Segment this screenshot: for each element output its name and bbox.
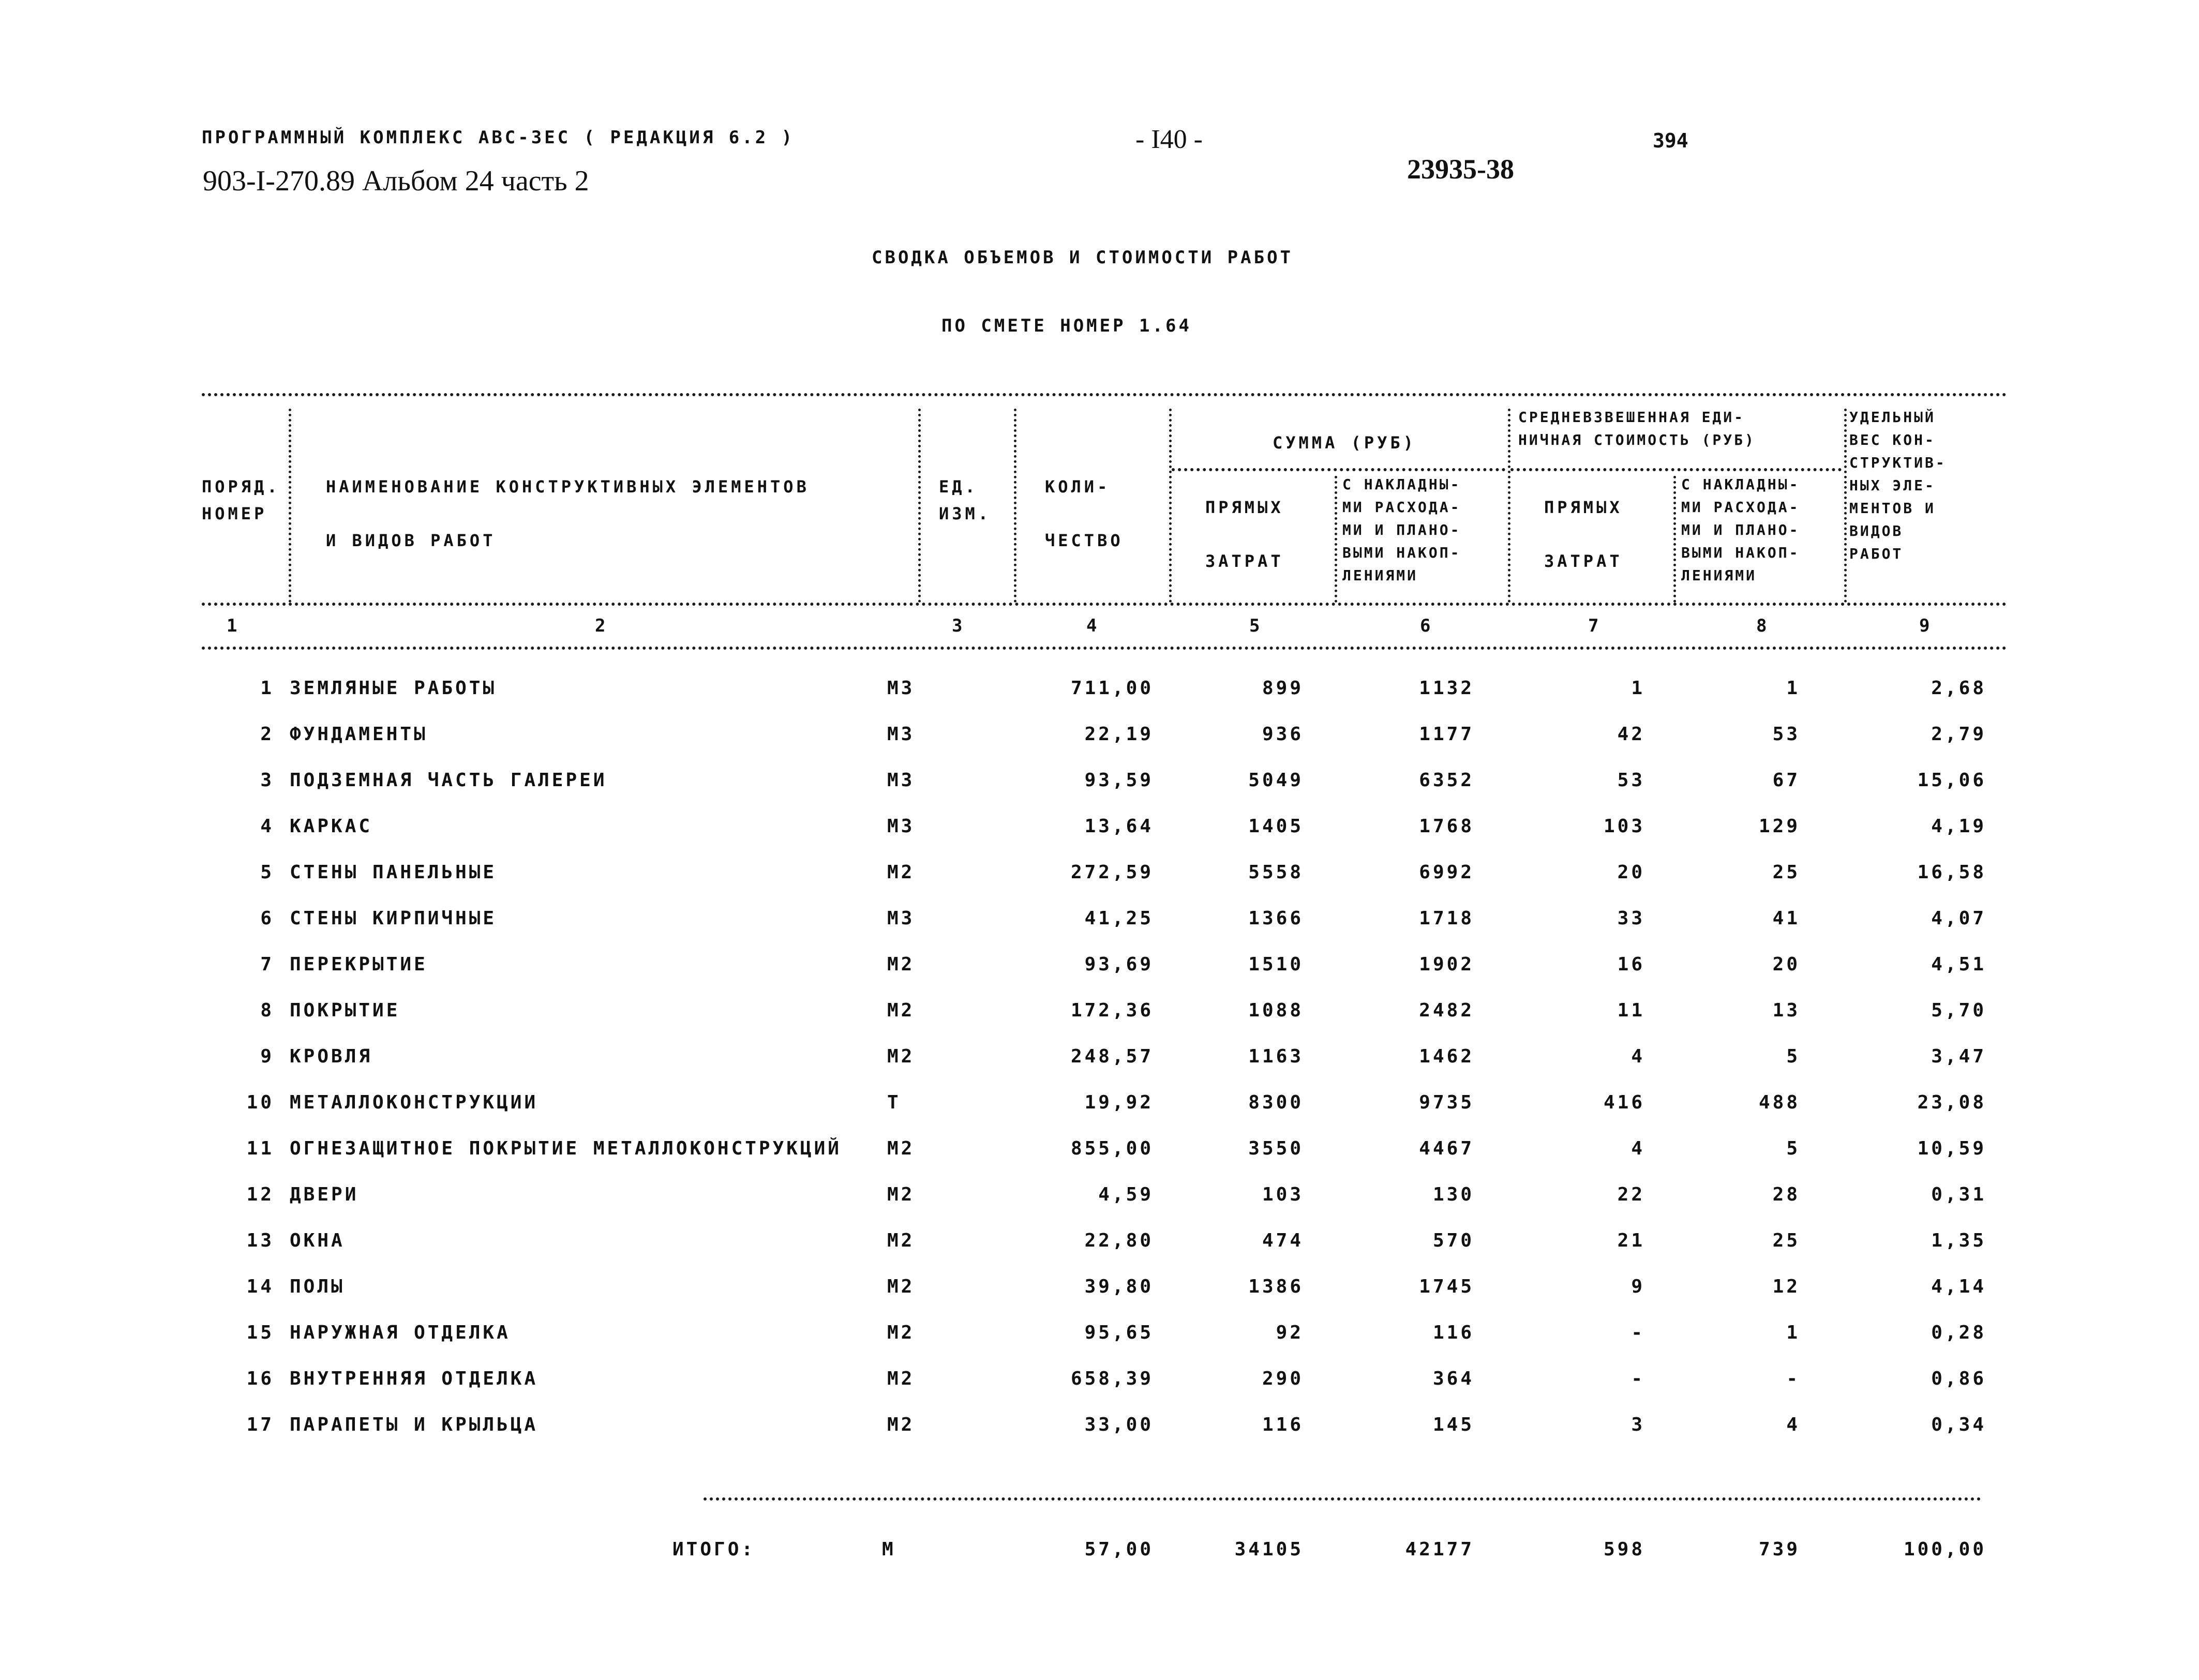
header-unit-direct: ПРЯМЫХ ЗАТРАТ (1544, 498, 1623, 571)
cell-unit: М2 (887, 862, 915, 883)
cell-unit: М2 (887, 1138, 915, 1159)
cell-unit-overhead-cost: 5 (1786, 1138, 1800, 1159)
cell-unit: М2 (887, 1230, 915, 1251)
total-overhead: 42177 (1405, 1539, 1474, 1560)
cell-overhead-costs: 116 (1432, 1322, 1474, 1343)
cell-share: 4,14 (1931, 1276, 1986, 1297)
cell-element-name: ПАРАПЕТЫ И КРЫЛЬЦА (290, 1414, 538, 1435)
cell-quantity: 39,80 (1084, 1276, 1154, 1297)
cell-unit: М2 (887, 954, 915, 975)
cell-overhead-costs: 1902 (1419, 954, 1474, 975)
cell-direct-costs: 3550 (1248, 1138, 1304, 1159)
cell-unit-direct-cost: 53 (1617, 770, 1645, 791)
total-share: 100,00 (1903, 1539, 1986, 1560)
column-divider (1844, 409, 1847, 603)
cell-unit-overhead-cost: 1 (1786, 1322, 1800, 1343)
cell-share: 10,59 (1917, 1138, 1986, 1159)
cell-overhead-costs: 364 (1432, 1368, 1474, 1389)
column-number-rule (202, 647, 2007, 650)
header-unit-overhead: С НАКЛАДНЫ- МИ РАСХОДА- МИ И ПЛАНО- ВЫМИ НАКОП- ЛЕНИЯМИ (1681, 476, 1800, 584)
cell-unit-overhead-cost: 28 (1772, 1184, 1800, 1205)
cell-unit-overhead-cost: 25 (1772, 862, 1800, 883)
header-overhead-costs: С НАКЛАДНЫ- МИ РАСХОДА- МИ И ПЛАНО- ВЫМИ НАКОП- ЛЕНИЯМИ (1342, 476, 1461, 584)
cell-unit: М3 (887, 770, 915, 791)
cell-direct-costs: 899 (1262, 678, 1304, 699)
cell-row-number: 6 (260, 908, 274, 929)
cell-quantity: 711,00 (1070, 678, 1154, 699)
total-unit: М (882, 1539, 896, 1560)
table-row (0, 1276, 2199, 1307)
page-number: - I40 - (1135, 125, 1203, 154)
cell-unit-direct-cost: 9 (1631, 1276, 1645, 1297)
column-number: 3 (952, 616, 965, 636)
cell-direct-costs: 1088 (1248, 1000, 1304, 1021)
cell-unit: М2 (887, 1368, 915, 1389)
total-rule (704, 1497, 1981, 1501)
cell-unit-overhead-cost: 25 (1772, 1230, 1800, 1251)
header-bottom-rule (202, 603, 2007, 606)
cell-quantity: 855,00 (1070, 1138, 1154, 1159)
cell-overhead-costs: 9735 (1419, 1092, 1474, 1113)
cell-unit-overhead-cost: 129 (1758, 816, 1800, 837)
table-row (0, 816, 2199, 847)
cell-element-name: ОГНЕЗАЩИТНОЕ ПОКРЫТИЕ МЕТАЛЛОКОНСТРУКЦИЙ (290, 1138, 842, 1159)
table-row (0, 1230, 2199, 1261)
cell-unit-direct-cost: 416 (1603, 1092, 1645, 1113)
cell-unit: М2 (887, 1322, 915, 1343)
column-number: 5 (1249, 616, 1263, 636)
cell-quantity: 93,59 (1084, 770, 1154, 791)
table-row (0, 862, 2199, 893)
cell-unit-overhead-cost: - (1786, 1368, 1800, 1389)
cell-unit-direct-cost: 1 (1631, 678, 1645, 699)
cell-quantity: 22,19 (1084, 724, 1154, 745)
cell-overhead-costs: 1132 (1419, 678, 1474, 699)
cell-unit-overhead-cost: 5 (1786, 1046, 1800, 1067)
cell-share: 4,07 (1931, 908, 1986, 929)
cell-unit: М2 (887, 1184, 915, 1205)
total-label: ИТОГО: (672, 1539, 756, 1560)
cell-unit: М2 (887, 1414, 915, 1435)
cell-overhead-costs: 145 (1432, 1414, 1474, 1435)
cell-overhead-costs: 6992 (1419, 862, 1474, 883)
cell-unit-direct-cost: 33 (1617, 908, 1645, 929)
cell-element-name: ДВЕРИ (290, 1184, 359, 1205)
header-quantity: КОЛИ- ЧЕСТВО (1045, 477, 1124, 550)
cell-share: 15,06 (1917, 770, 1986, 791)
cell-quantity: 93,69 (1084, 954, 1154, 975)
cell-unit: М2 (887, 1000, 915, 1021)
cell-overhead-costs: 570 (1432, 1230, 1474, 1251)
cell-overhead-costs: 1745 (1419, 1276, 1474, 1297)
sheet-number: 394 (1653, 129, 1688, 152)
header-unit-cost-group: СРЕДНЕВЗВЕШЕННАЯ ЕДИ- НИЧНАЯ СТОИМОСТЬ (РУБ) (1518, 409, 1756, 448)
cell-row-number: 4 (260, 816, 274, 837)
table-row (0, 1046, 2199, 1077)
cell-unit-overhead-cost: 12 (1772, 1276, 1800, 1297)
cell-unit: М3 (887, 724, 915, 745)
header-element-name: НАИМЕНОВАНИЕ КОНСТРУКТИВНЫХ ЭЛЕМЕНТОВ И ВИДОВ РАБОТ (326, 477, 810, 550)
cell-element-name: ПОКРЫТИЕ (290, 1000, 400, 1021)
column-divider (1169, 409, 1172, 603)
cell-quantity: 19,92 (1084, 1092, 1154, 1113)
cell-quantity: 248,57 (1070, 1046, 1154, 1067)
cell-row-number: 3 (260, 770, 274, 791)
total-unit-overhead: 739 (1758, 1539, 1800, 1560)
column-divider (1508, 409, 1510, 603)
cell-overhead-costs: 1177 (1419, 724, 1474, 745)
table-row (0, 770, 2199, 801)
cell-share: 4,51 (1931, 954, 1986, 975)
cell-direct-costs: 1386 (1248, 1276, 1304, 1297)
header-unit: ЕД. ИЗМ. (939, 477, 992, 523)
cell-share: 0,34 (1931, 1414, 1986, 1435)
cell-direct-costs: 1405 (1248, 816, 1304, 837)
table-row (0, 954, 2199, 985)
cell-quantity: 658,39 (1070, 1368, 1154, 1389)
table-row (0, 724, 2199, 755)
cell-row-number: 17 (246, 1414, 274, 1435)
header-order-number: ПОРЯД. НОМЕР (202, 477, 280, 523)
cell-element-name: ПОДЗЕМНАЯ ЧАСТЬ ГАЛЕРЕИ (290, 770, 607, 791)
cell-element-name: КРОВЛЯ (290, 1046, 373, 1067)
table-row (0, 908, 2199, 939)
cell-unit: Т (887, 1092, 901, 1113)
page-title: СВОДКА ОБЪЕМОВ И СТОИМОСТИ РАБОТ (872, 247, 1294, 268)
cell-element-name: ПОЛЫ (290, 1276, 345, 1297)
header-top-rule (202, 393, 2007, 396)
table-row (0, 1092, 2199, 1123)
cell-unit-direct-cost: 21 (1617, 1230, 1645, 1251)
column-number: 2 (595, 616, 608, 636)
cell-direct-costs: 8300 (1248, 1092, 1304, 1113)
cell-element-name: СТЕНЫ ПАНЕЛЬНЫЕ (290, 862, 497, 883)
cell-direct-costs: 1366 (1248, 908, 1304, 929)
cell-element-name: КАРКАС (290, 816, 373, 837)
cell-unit-direct-cost: - (1631, 1322, 1645, 1343)
cell-row-number: 10 (246, 1092, 274, 1113)
cell-share: 4,19 (1931, 816, 1986, 837)
cell-unit: М2 (887, 1046, 915, 1067)
cell-unit-overhead-cost: 20 (1772, 954, 1800, 975)
cell-unit-direct-cost: 11 (1617, 1000, 1645, 1021)
cell-element-name: НАРУЖНАЯ ОТДЕЛКА (290, 1322, 511, 1343)
cell-overhead-costs: 4467 (1419, 1138, 1474, 1159)
column-number: 4 (1086, 616, 1100, 636)
sum-group-rule (1172, 468, 1505, 471)
cell-unit: М3 (887, 816, 915, 837)
cell-quantity: 41,25 (1084, 908, 1154, 929)
cell-row-number: 2 (260, 724, 274, 745)
table-row (0, 1000, 2199, 1031)
cell-unit-direct-cost: 3 (1631, 1414, 1645, 1435)
cell-element-name: ФУНДАМЕНТЫ (290, 724, 428, 745)
cell-element-name: ПЕРЕКРЫТИЕ (290, 954, 428, 975)
cell-quantity: 22,80 (1084, 1230, 1154, 1251)
table-row (0, 678, 2199, 709)
cell-row-number: 12 (246, 1184, 274, 1205)
cell-overhead-costs: 1768 (1419, 816, 1474, 837)
cell-unit-overhead-cost: 1 (1786, 678, 1800, 699)
cell-overhead-costs: 1462 (1419, 1046, 1474, 1067)
cell-unit-direct-cost: 4 (1631, 1138, 1645, 1159)
cell-unit-overhead-cost: 41 (1772, 908, 1800, 929)
cell-unit-overhead-cost: 67 (1772, 770, 1800, 791)
cell-unit-overhead-cost: 13 (1772, 1000, 1800, 1021)
cell-row-number: 7 (260, 954, 274, 975)
cell-quantity: 95,65 (1084, 1322, 1154, 1343)
column-divider (1014, 409, 1016, 603)
cell-overhead-costs: 1718 (1419, 908, 1474, 929)
cell-row-number: 11 (246, 1138, 274, 1159)
table-row (0, 1138, 2199, 1169)
cell-unit-direct-cost: 103 (1603, 816, 1645, 837)
cell-row-number: 15 (246, 1322, 274, 1343)
cell-share: 0,86 (1931, 1368, 1986, 1389)
cell-unit-direct-cost: 4 (1631, 1046, 1645, 1067)
cell-share: 0,28 (1931, 1322, 1986, 1343)
cell-overhead-costs: 2482 (1419, 1000, 1474, 1021)
cell-quantity: 13,64 (1084, 816, 1154, 837)
cell-share: 2,79 (1931, 724, 1986, 745)
cell-share: 23,08 (1917, 1092, 1986, 1113)
cell-row-number: 1 (260, 678, 274, 699)
cell-row-number: 14 (246, 1276, 274, 1297)
cell-row-number: 8 (260, 1000, 274, 1021)
column-divider (289, 409, 291, 603)
cell-quantity: 33,00 (1084, 1414, 1154, 1435)
doc-code: 23935-38 (1407, 154, 1514, 185)
cell-share: 5,70 (1931, 1000, 1986, 1021)
cell-direct-costs: 936 (1262, 724, 1304, 745)
album-line: 903-I-270.89 Альбом 24 часть 2 (203, 165, 589, 197)
cell-element-name: ОКНА (290, 1230, 345, 1251)
cell-row-number: 13 (246, 1230, 274, 1251)
column-number: 9 (1919, 616, 1933, 636)
cell-row-number: 16 (246, 1368, 274, 1389)
cell-quantity: 272,59 (1070, 862, 1154, 883)
cell-unit-direct-cost: - (1631, 1368, 1645, 1389)
cell-direct-costs: 1510 (1248, 954, 1304, 975)
table-row (0, 1368, 2199, 1399)
cell-unit-overhead-cost: 53 (1772, 724, 1800, 745)
cell-unit-direct-cost: 22 (1617, 1184, 1645, 1205)
column-divider (1673, 476, 1676, 603)
cell-unit-direct-cost: 42 (1617, 724, 1645, 745)
cell-row-number: 9 (260, 1046, 274, 1067)
column-number: 6 (1420, 616, 1433, 636)
total-direct: 34105 (1234, 1539, 1304, 1560)
page-subtitle: ПО СМЕТЕ НОМЕР 1.64 (941, 316, 1192, 336)
column-number: 1 (227, 616, 240, 636)
table-row (0, 1414, 2199, 1445)
cell-unit: М3 (887, 678, 915, 699)
cell-element-name: СТЕНЫ КИРПИЧНЫЕ (290, 908, 497, 929)
cell-unit-direct-cost: 20 (1617, 862, 1645, 883)
cell-element-name: МЕТАЛЛОКОНСТРУКЦИИ (290, 1092, 538, 1113)
header-share: УДЕЛЬНЫЙ ВЕС КОН- СТРУКТИВ- НЫХ ЭЛЕ- МЕНТОВ И ВИДОВ РАБОТ (1849, 409, 1947, 562)
cell-share: 3,47 (1931, 1046, 1986, 1067)
table-row (0, 1322, 2199, 1353)
column-divider (1335, 476, 1337, 603)
cell-direct-costs: 5049 (1248, 770, 1304, 791)
cell-direct-costs: 116 (1262, 1414, 1304, 1435)
cell-share: 0,31 (1931, 1184, 1986, 1205)
header-direct-costs: ПРЯМЫХ ЗАТРАТ (1205, 498, 1284, 571)
cell-element-name: ЗЕМЛЯНЫЕ РАБОТЫ (290, 678, 497, 699)
column-divider (918, 409, 921, 603)
cell-direct-costs: 474 (1262, 1230, 1304, 1251)
cell-direct-costs: 92 (1276, 1322, 1304, 1343)
cell-overhead-costs: 130 (1432, 1184, 1474, 1205)
total-row (0, 1539, 2199, 1570)
cell-overhead-costs: 6352 (1419, 770, 1474, 791)
cell-direct-costs: 1163 (1248, 1046, 1304, 1067)
program-line: ПРОГРАММНЫЙ КОМПЛЕКС АВС-3ЕС ( РЕДАКЦИЯ 6.2 ) (202, 127, 795, 148)
cell-unit: М3 (887, 908, 915, 929)
cell-share: 1,35 (1931, 1230, 1986, 1251)
header-sum-group: СУММА (РУБ) (1273, 433, 1416, 453)
cell-share: 2,68 (1931, 678, 1986, 699)
cell-unit: М2 (887, 1276, 915, 1297)
total-quantity: 57,00 (1084, 1539, 1154, 1560)
cell-direct-costs: 5558 (1248, 862, 1304, 883)
cell-row-number: 5 (260, 862, 274, 883)
total-unit-direct: 598 (1603, 1539, 1645, 1560)
cell-unit-overhead-cost: 488 (1758, 1092, 1800, 1113)
cell-share: 16,58 (1917, 862, 1986, 883)
cell-direct-costs: 290 (1262, 1368, 1304, 1389)
column-number: 8 (1756, 616, 1770, 636)
cell-quantity: 4,59 (1098, 1184, 1154, 1205)
cell-quantity: 172,36 (1070, 1000, 1154, 1021)
unit-group-rule (1510, 468, 1842, 471)
cell-unit-overhead-cost: 4 (1786, 1414, 1800, 1435)
cell-direct-costs: 103 (1262, 1184, 1304, 1205)
cell-element-name: ВНУТРЕННЯЯ ОТДЕЛКА (290, 1368, 538, 1389)
cell-unit-direct-cost: 16 (1617, 954, 1645, 975)
table-row (0, 1184, 2199, 1215)
column-number: 7 (1588, 616, 1602, 636)
